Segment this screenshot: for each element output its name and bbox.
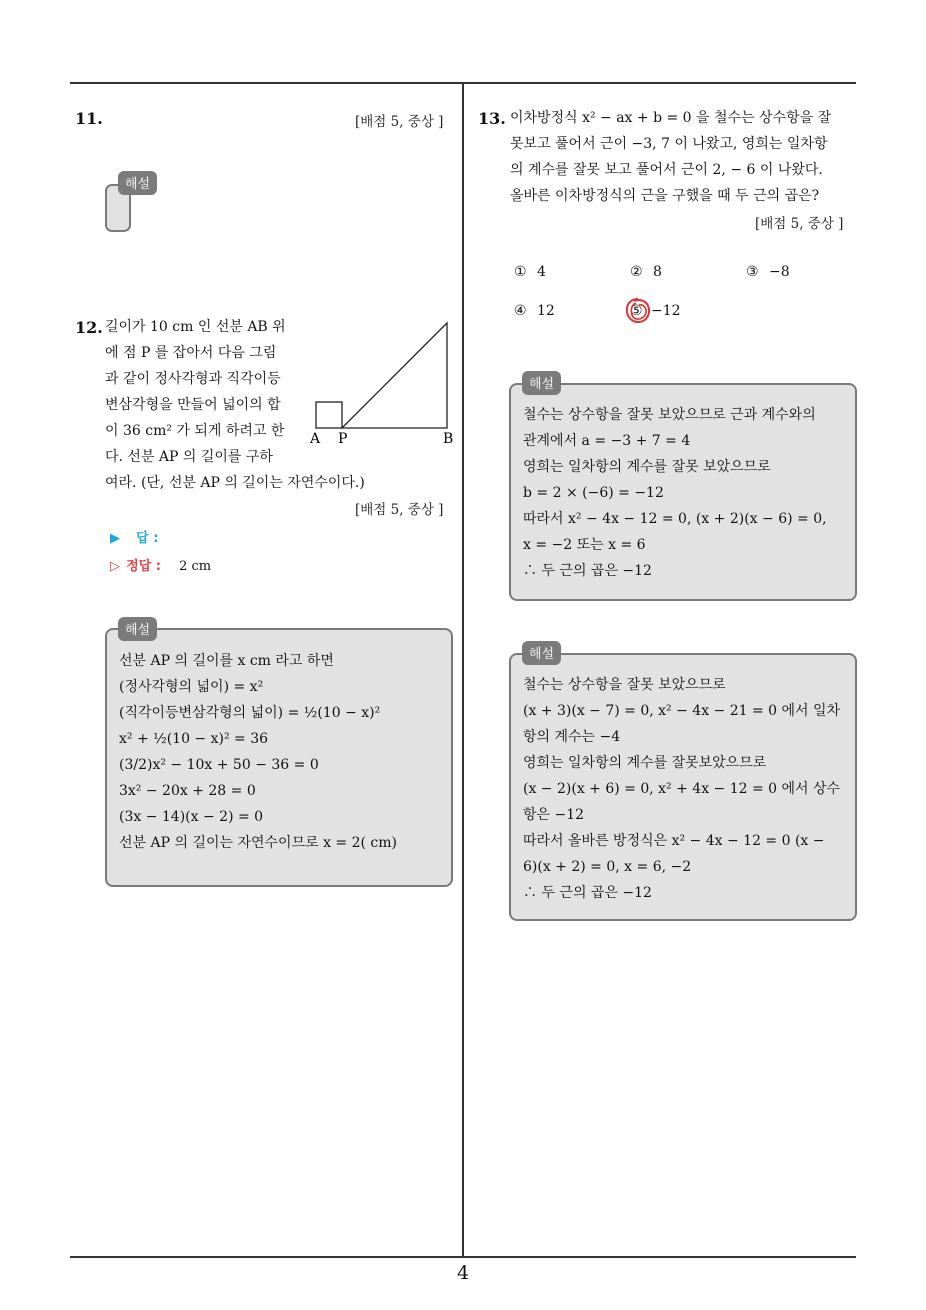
q13-explain-tag-2: 해설 xyxy=(522,641,561,665)
q12-number: 12. xyxy=(75,318,103,337)
choice-value: 12 xyxy=(537,303,555,319)
bottom-rule xyxy=(70,1256,856,1258)
explain-line: 영희는 일차항의 계수를 잘못 보았으므로 xyxy=(523,459,771,475)
q13-number: 13. xyxy=(478,109,506,128)
choice-4[interactable] xyxy=(514,303,555,319)
explain-line: 철수는 상수항을 잘못 보았으므로 xyxy=(523,677,726,693)
q13-explain2-body xyxy=(523,672,840,906)
explain-line: (x − 2)(x + 6) = 0, x² + 4x − 12 = 0 에서 상수 xyxy=(523,781,841,797)
q12-line: 이 36 cm² 가 되게 하려고 한 xyxy=(105,423,285,439)
explain-line: b = 2 × (−6) = −12 xyxy=(523,485,664,501)
q12-line: 다. 선분 AP 의 길이를 구하 xyxy=(105,449,273,465)
q12-line: 변삼각형을 만들어 넓이의 합 xyxy=(105,397,281,413)
explain-line: x² + ½(10 − x)² = 36 xyxy=(119,731,269,747)
explain-line: 선분 AP 의 길이는 자연수이므로 x = 2( cm) xyxy=(119,835,397,851)
q12-line: 과 같이 정사각형과 직각이등 xyxy=(105,371,281,387)
explain-line: ∴ 두 근의 곱은 −12 xyxy=(523,563,652,579)
explain-line: x = −2 또는 x = 6 xyxy=(523,537,646,553)
choice-mark: ② xyxy=(630,264,643,280)
explain-line: ∴ 두 근의 곱은 −12 xyxy=(523,885,652,901)
explain-line: (3/2)x² − 10x + 50 − 36 = 0 xyxy=(119,757,319,773)
outline-arrow-icon: ▷ xyxy=(110,559,120,574)
q11-number: 11. xyxy=(75,109,103,128)
column-divider xyxy=(462,82,464,1257)
explain-line: (3x − 14)(x − 2) = 0 xyxy=(119,809,264,825)
correct-value: 2 cm xyxy=(179,559,212,574)
square-shape xyxy=(316,402,342,428)
choice-value: −12 xyxy=(651,303,681,319)
explain-line: 항의 계수는 −4 xyxy=(523,729,621,745)
explain-line: (x + 3)(x − 7) = 0, x² − 4x − 21 = 0 에서 일차 xyxy=(523,703,841,719)
q12-meta: [배점 5, 중상 ] xyxy=(355,502,444,518)
q12-explain-tag: 해설 xyxy=(118,617,157,641)
choice-value: 8 xyxy=(653,264,662,280)
answer-label: 답 : xyxy=(136,531,159,546)
label-p: P xyxy=(338,431,348,447)
label-b: B xyxy=(443,431,454,447)
page-number: 4 xyxy=(456,1262,470,1284)
choice-2[interactable] xyxy=(630,264,662,280)
q12-explain-body xyxy=(119,648,397,856)
correct-label: 정답 : xyxy=(126,559,161,574)
q12-correct-row xyxy=(110,555,211,574)
q13-line: 못보고 풀어서 근이 −3, 7 이 나왔고, 영희는 일차항 xyxy=(510,136,828,152)
q13-explain-box-1 xyxy=(509,383,857,601)
q12-figure xyxy=(310,318,460,450)
explain-line: 따라서 올바른 방정식은 x² − 4x − 12 = 0 (x − xyxy=(523,833,825,849)
q13-explain-box-2 xyxy=(509,653,857,921)
explain-line: (정사각형의 넓이) = x² xyxy=(119,679,264,695)
choice-1[interactable] xyxy=(514,264,546,280)
choice-mark: ① xyxy=(514,264,527,280)
explain-line: 3x² − 20x + 28 = 0 xyxy=(119,783,256,799)
q13-explain1-body xyxy=(523,402,827,584)
q13-explain-tag-1: 해설 xyxy=(522,371,561,395)
explain-line: 철수는 상수항을 잘못 보았으므로 근과 계수와의 xyxy=(523,407,816,423)
explain-line: 관계에서 a = −3 + 7 = 4 xyxy=(523,433,691,449)
label-a: A xyxy=(310,431,321,447)
q13-line: 의 계수를 잘못 보고 풀어서 근이 2, − 6 이 나왔다. xyxy=(510,162,823,178)
q11-meta: [배점 5, 중상 ] xyxy=(355,114,444,130)
choice-mark: ④ xyxy=(514,303,527,319)
q12-explain-box xyxy=(105,628,453,887)
explain-line: (직각이등변삼각형의 넓이) = ½(10 − x)² xyxy=(119,705,381,721)
q13-line: 올바른 이차방정식의 근을 구했을 때 두 근의 곱은? xyxy=(510,188,820,204)
q12-line: 에 점 P 를 잡아서 다음 그림 xyxy=(105,345,277,361)
explain-line: 항은 −12 xyxy=(523,807,585,823)
choice-3[interactable] xyxy=(746,264,790,280)
filled-arrow-icon: ▶ xyxy=(110,531,120,546)
explain-line: 영희는 일차항의 계수를 잘못보았으므로 xyxy=(523,755,767,771)
q12-answer-row xyxy=(110,527,158,546)
choice-value: 4 xyxy=(537,264,546,280)
q12-line: 여라. (단, 선분 AP 의 길이는 자연수이다.) xyxy=(105,475,365,491)
q13-text xyxy=(510,105,860,209)
explain-line: 6)(x + 2) = 0, x = 6, −2 xyxy=(523,859,692,875)
explain-line: 선분 AP 의 길이를 x cm 라고 하면 xyxy=(119,653,334,669)
q13-meta: [배점 5, 중상 ] xyxy=(755,216,844,232)
explain-line: 따라서 x² − 4x − 12 = 0, (x + 2)(x − 6) = 0, xyxy=(523,511,827,527)
choice-mark: ⑤ xyxy=(630,303,643,319)
q13-line: 이차방정식 x² − ax + b = 0 을 철수는 상수항을 잘 xyxy=(510,110,832,126)
choice-value: −8 xyxy=(769,264,790,280)
answer-circle-icon xyxy=(622,295,654,327)
q12-line: 길이가 10 cm 인 선분 AB 위 xyxy=(105,319,286,335)
triangle-shape xyxy=(342,323,447,428)
choice-mark: ③ xyxy=(746,264,759,280)
q11-explain-tag: 해설 xyxy=(118,171,157,195)
